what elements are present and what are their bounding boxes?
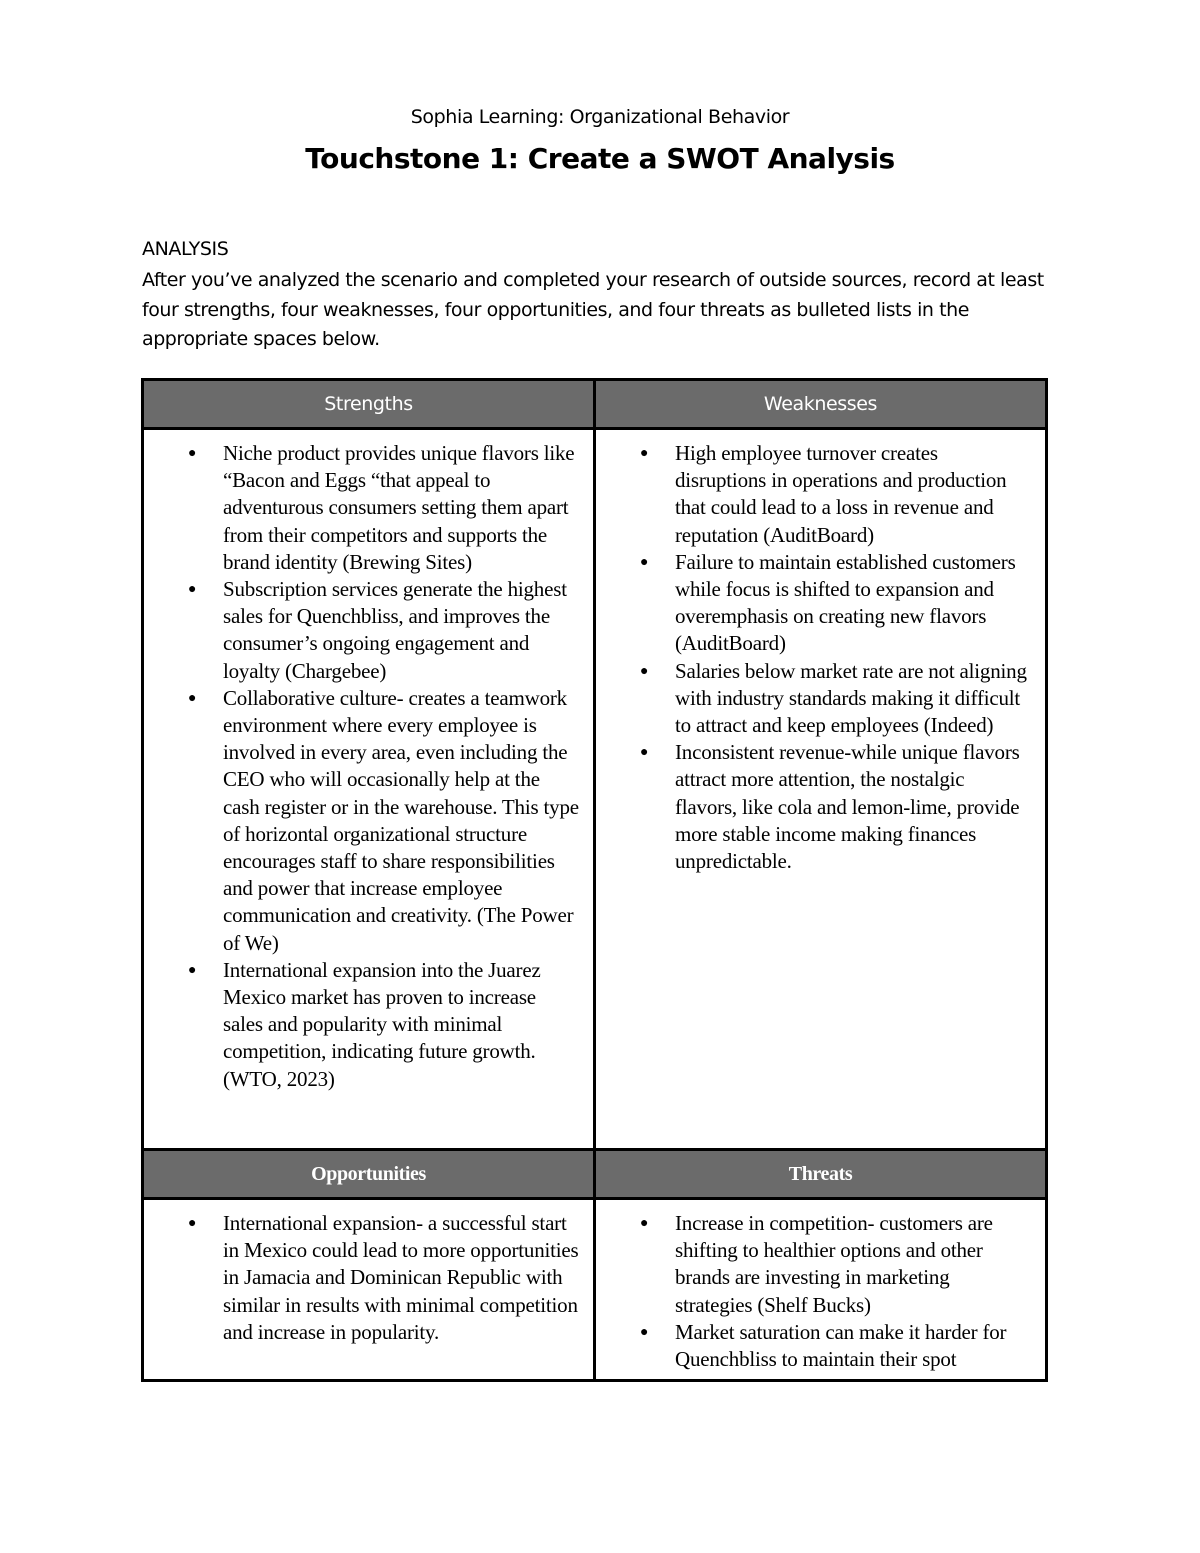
opportunities-list: [144, 1200, 593, 1352]
swot-table: [141, 378, 1048, 1382]
strengths-list: [144, 430, 593, 1099]
list-item: ● Niche product provides unique flavors like “Bacon and Eggs “that appeal to adventurous consumers setting them apart from their competitors and supports the brand identity (Brewing Sites): [144, 440, 579, 576]
list-item: ● International expansion into the Juarez Mexico market has proven to increase sales and popularity with minimal competition, indicating future growth. (WTO, 2023): [144, 957, 579, 1093]
threats-cell: [595, 1199, 1047, 1381]
list-item: ● Failure to maintain established customers while focus is shifted to expansion and overemphasis on creating new flavors (AuditBoard): [596, 549, 1031, 658]
opportunities-cell: [143, 1199, 595, 1381]
analysis-heading: ANALYSIS: [142, 238, 229, 260]
strengths-cell: [143, 429, 595, 1150]
analysis-instructions: After you’ve analyzed the scenario and completed your research of outside sources, record at least four strengths, four weaknesses, four opportunities, and four threats as bulleted lists in the appropriate spaces below.: [142, 269, 1044, 350]
list-item: ● Salaries below market rate are not aligning with industry standards making it difficult to attract and keep employees (Indeed): [596, 658, 1031, 740]
course-name: Sophia Learning: Organizational Behavior: [410, 106, 790, 128]
list-item: ● Collaborative culture- creates a teamwork environment where every employee is involved in every area, even including the CEO who will occasionally help at the cash register or in the warehouse. This type of horizontal organizational structure encourages staff to share responsibilities and power that increase employee communication and creativity. (The Power of We): [144, 685, 579, 957]
list-item: ● International expansion- a successful start in Mexico could lead to more opportunities in Jamacia and Dominican Republic with similar in results with minimal competition and increase in popularity.: [144, 1210, 579, 1346]
page-title: Touchstone 1: Create a SWOT Analysis: [305, 142, 895, 175]
list-item: ● Inconsistent revenue-while unique flavors attract more attention, the nostalgic flavors, like cola and lemon-lime, provide more stable income making finances unpredictable.: [596, 739, 1031, 875]
list-item: ● High employee turnover creates disruptions in operations and production that could lead to a loss in revenue and reputation (AuditBoard): [596, 440, 1031, 549]
strengths-header: Strengths: [143, 380, 595, 429]
weaknesses-header: Weaknesses: [595, 380, 1047, 429]
list-item: ● Subscription services generate the highest sales for Quenchbliss, and improves the consumer’s ongoing engagement and loyalty (Chargebee): [144, 576, 579, 685]
opportunities-header: Opportunities: [143, 1150, 595, 1199]
weaknesses-cell: [595, 429, 1047, 1150]
threats-header: Threats: [595, 1150, 1047, 1199]
threats-list: [596, 1200, 1045, 1379]
list-item: ● Increase in competition- customers are shifting to healthier options and other brands are investing in marketing strategies (Shelf Bucks): [596, 1210, 1031, 1319]
weaknesses-list: [596, 430, 1045, 881]
list-item: ● Market saturation can make it harder for Quenchbliss to maintain their spot: [596, 1319, 1031, 1373]
